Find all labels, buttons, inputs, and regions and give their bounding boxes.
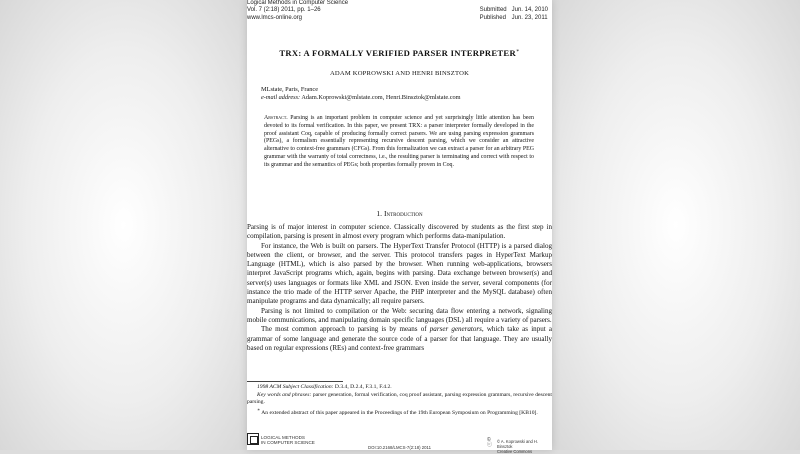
acm-classification (247, 384, 552, 392)
paragraph-1: Parsing is of major interest in computer science. Classically discovered by students as the first step in compilation, parsing is present in almost every program which performs data-manipulation. (247, 223, 552, 241)
published-label: Published (479, 14, 506, 21)
paper-title-text: TRX: A FORMALLY VERIFIED PARSER INTERPRETER (279, 48, 516, 58)
email-label: e-mail address: (261, 94, 301, 101)
abstract-text: Parsing is an important problem in computer science and yet surprisingly little attention has been devoted to its formal verification. In this paper, we present TRX: a parser interpreter formally developed in the proof assistant Coq, capable of producing formally correct parsers. We are using parsing expression grammars (PEGs), a formalism essentially representing recursive descent parsing, which we consider an attractive alternative to context-free grammars (CFGs). From this formalization we can extract a parser for an arbitrary PEG grammar with the warranty of total correctness, i.e., the resulting parser is terminating and correct with respect to its grammar and the semantics of PEGs; both properties formally proven in Coq. (264, 115, 534, 168)
paper-title (247, 48, 552, 58)
title-footnote-mark: ∗ (515, 49, 520, 55)
published-date: Jun. 23, 2011 (511, 14, 548, 21)
note-mark: ∗ (257, 407, 261, 413)
paragraph-2: For instance, the Web is built on parsers. The HyperText Transfer Protocol (HTTP) is a parsed dialog between the client, or browser, and the server. This protocol transfers pages in HyperText Markup Language (HTML), which is also parsed by the browser. When running web-applications, browsers interpret JavaScript programs which, again, begins with parsing. Data exchange between browser(s) and server(s) uses languages or formats like XML and JSON. Even inside the server, several components (for instance the trio made of the HTTP server Apache, the PHP interpreter and the MySQL database) often manipulate programs and data dynamically; all require parsers. (247, 241, 552, 306)
cc-glyph-2: ⓒ (487, 442, 493, 449)
section-heading (247, 209, 552, 218)
acm-value: D.3.4, D.2.4, F.3.1, F.4.2. (334, 384, 392, 390)
email-address[interactable]: Adam.Koprowski@mlstate.com, Henri.Binsztok@mlstate.com (301, 94, 461, 101)
footnotes (247, 384, 552, 417)
copyright-block (497, 439, 552, 454)
footnote-rule (247, 381, 343, 382)
paper-authors: ADAM KOPROWSKI AND HENRI BINSZTOK (329, 70, 470, 77)
abstract-label: Abstract. (264, 115, 288, 121)
background-right (552, 0, 800, 450)
paper-page (247, 0, 553, 454)
journal-name: Logical Methods in Computer Science (247, 0, 349, 6)
affiliation-email-row (261, 94, 461, 102)
affiliation-block (261, 86, 461, 102)
lmcs-line-2: IN COMPUTER SCIENCE (261, 440, 315, 445)
note-text: An extended abstract of this paper appeared in the Proceedings of the 19th European Symposium on Programming [KB10]. (261, 409, 538, 416)
published-row (480, 15, 548, 22)
paragraph-4-start: The most common approach to parsing is by means of (261, 325, 430, 334)
extended-abstract-note (247, 407, 552, 417)
keywords (247, 392, 552, 407)
journal-header (247, 0, 348, 22)
paragraph-4-end: , which take as input a grammar of some language and generate the source code of a parser for that language. They are usually based on regular expressions (REs) and context-free grammars (247, 325, 553, 352)
submitted-date: Jun. 14, 2010 (511, 7, 548, 14)
keywords-value: parser generation, formal verification, coq proof assistant, parsing expression grammars, recursive descent parsing. (247, 391, 552, 406)
creative-commons-icon (487, 438, 495, 449)
acm-label: 1998 ACM Subject Classification: (257, 384, 334, 390)
background-left (0, 0, 247, 450)
paragraph-4 (247, 325, 552, 353)
lmcs-logo-icon (247, 433, 259, 445)
section-title: Introduction (383, 209, 423, 218)
page-footer (247, 432, 552, 454)
paragraph-3: Parsing is not limited to compilation or the Web: securing data flow entering a network, signaling mobile communications, and manipulating domain specific languages (DSL) all require a variety of parsers. (247, 306, 552, 324)
submitted-label: Submitted (479, 7, 507, 14)
license-name[interactable]: Creative Commons (497, 449, 533, 454)
section-number: 1. (376, 209, 383, 218)
affiliation-org: MLstate, Paris, France (261, 86, 319, 93)
keywords-label: Key words and phrases: (257, 391, 312, 398)
body-text (247, 223, 552, 353)
submitted-row (480, 7, 548, 14)
dates-header (480, 0, 548, 22)
doi[interactable]: DOI:10.2168/LMCS-7(2:18) 2011 (368, 445, 431, 450)
abstract (264, 115, 534, 170)
lmcs-wordmark (261, 435, 315, 445)
lmcs-line-1: LOGICAL METHODS (261, 435, 305, 440)
journal-volume: Vol. 7 (2:18) 2011, pp. 1–26 (247, 7, 321, 14)
paragraph-4-emphasis: parser generators (429, 325, 482, 334)
journal-url[interactable]: www.lmcs-online.org (247, 14, 303, 21)
copyright-holders: © A. Koprowski and H. Binsztok (497, 439, 539, 449)
cc-glyph: © (487, 437, 491, 443)
